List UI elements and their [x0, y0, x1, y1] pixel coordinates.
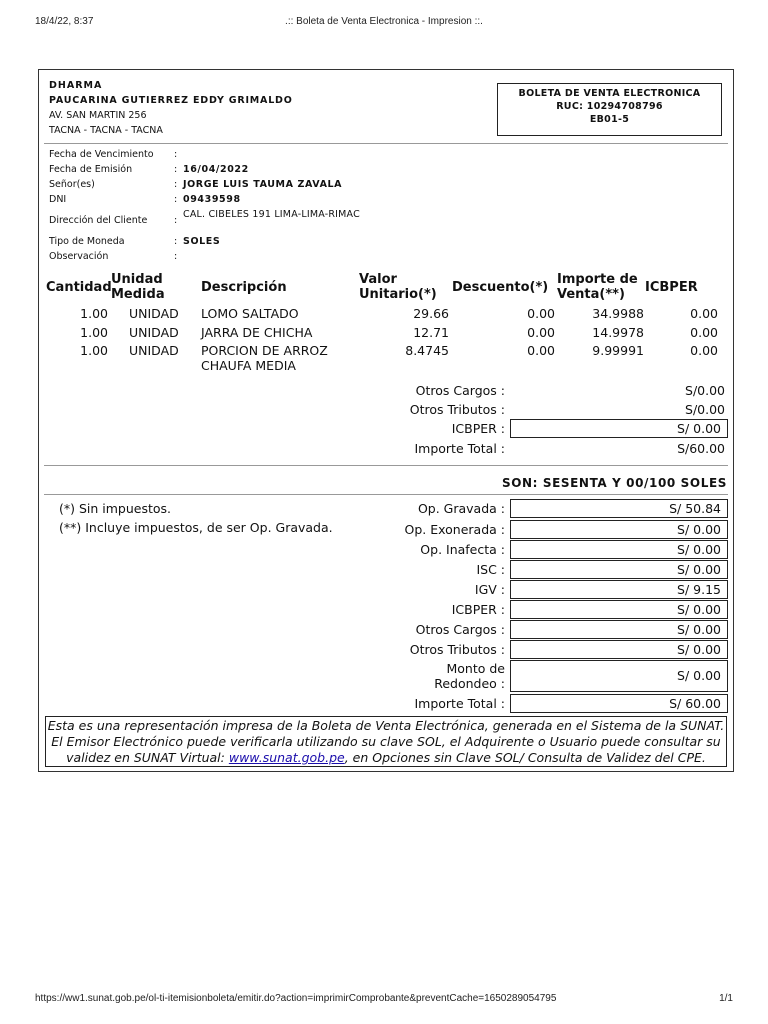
total-amount-value: S/60.00 [677, 441, 725, 456]
cell-description: PORCION DE ARROZ CHAUFA MEDIA [201, 343, 328, 373]
field-label: Tipo de Moneda [49, 236, 125, 247]
document-number: EB01-5 [589, 114, 630, 125]
col-header-discount: Descuento(*) [452, 280, 549, 295]
col-header-description: Descripción [201, 280, 287, 295]
icbper-value: S/ 0.00 [510, 419, 728, 438]
print-page-number: 1/1 [719, 993, 733, 1004]
summary-label: ICBPER : [451, 602, 505, 617]
receipt: DHARMA PAUCARINA GUTIERREZ EDDY GRIMALDO AV. SAN MARTIN 256 TACNA - TACNA - TACNA BOLETA DE VENTA ELECTRONICA RUC: 10294708796 EB01-5 Fecha de Vencimiento : Fecha de Emisión : 16/04/2022 Señor(es) : JORGE LUIS TAUMA ZAVALA DNI : 09439598 Dirección del Cliente : CAL. CIBELES 191 LIMA-LIMA-RIMAC Tipo de Moneda : SOLES Observación : Cantidad Unidad Medida Descripción Valor Unitario(*) Descuento(*) Importe de Venta(**) ICBPER 1.00 UNIDAD LOMO SALTADO 29.66 0.00 34.9988 0.00 1.00 UNIDAD JARRA DE CHICHA 12.71 0.00 14.9978 0.00 1.00 UNIDAD PORCION DE ARROZ CHAUFA MEDIA 8.4745 0.00 9.99991 0.00 Otros Cargos : S/0.00 Otros Tributos : S/0.00 ICBPER : S/ 0.00 Importe Total : S/60.00 SON: SESENTA Y 00/100 SOLES (*) Sin impuestos. (**) Incluye impuestos, de ser Op. Gravada. Op. Gravada : S/ 50.84 Op. Exonerada : S/ 0.00 Op. Inafecta : S/ 0.00 ISC : S/ 0.00 IGV : S/ 9.15 ICBPER : S/ 0.00 Otros Cargos : S/ 0.00 Otros Tributos : S/ 0.00 Monto de Redondeo : S/ 0.00 Importe Total : S/ 60.00 Esta es una representación impresa de la Boleta de Venta Electrónica, generada en el Sistema de la SUNAT. El Emisor Electrónico puede verificarla utilizando su clave SOL, el Adquirente o Usuario puede consultar su validez en SUNAT Virtual: www.sunat.gob.pe, en Opciones sin Clave SOL/ Consulta de Validez del CPE. [38, 69, 734, 772]
issuer-owner: PAUCARINA GUTIERREZ EDDY GRIMALDO [49, 95, 293, 106]
igv-value: S/ 9.15 [510, 580, 728, 599]
summary-label: Importe Total : [414, 696, 505, 711]
cell-description: LOMO SALTADO [201, 306, 299, 321]
cell-unit-value: 12.71 [413, 325, 449, 340]
cell-icbper: 0.00 [690, 343, 718, 358]
summary-label: Op. Gravada : [417, 501, 505, 516]
col-header-icbper: ICBPER [645, 280, 698, 295]
issuer-ruc: RUC: 10294708796 [556, 101, 663, 112]
summary-other-taxes-value: S/ 0.00 [510, 640, 728, 659]
issuer-address: AV. SAN MARTIN 256 [49, 110, 147, 121]
divider [44, 465, 728, 466]
currency-value: SOLES [183, 236, 221, 247]
dni-value: 09439598 [183, 194, 241, 205]
cell-description: JARRA DE CHICHA [201, 325, 313, 340]
op-inafecta-value: S/ 0.00 [510, 540, 728, 559]
col-header-sale-amount: Importe de Venta(**) [557, 272, 638, 302]
col-header-unit-value: Valor Unitario(*) [359, 272, 437, 302]
other-taxes-value: S/0.00 [685, 402, 725, 417]
cell-icbper: 0.00 [690, 306, 718, 321]
cell-sale-amount: 34.9988 [592, 306, 644, 321]
field-label: Señor(es) [49, 179, 95, 190]
cell-discount: 0.00 [527, 306, 555, 321]
field-label: DNI [49, 194, 67, 205]
field-label: Dirección del Cliente [49, 215, 148, 226]
cell-icbper: 0.00 [690, 325, 718, 340]
summary-label: ISC : [476, 562, 505, 577]
isc-value: S/ 0.00 [510, 560, 728, 579]
amount-in-words: SON: SESENTA Y 00/100 SOLES [501, 476, 727, 490]
cell-sale-amount: 9.99991 [592, 343, 644, 358]
cell-unit: UNIDAD [129, 325, 179, 340]
cell-unit-value: 29.66 [413, 306, 449, 321]
subtotal-label: Otros Tributos : [409, 402, 505, 417]
subtotal-label: Otros Cargos : [415, 383, 505, 398]
rounding-value: S/ 0.00 [510, 660, 728, 692]
legal-notice [45, 716, 727, 767]
document-type: BOLETA DE VENTA ELECTRONICA [518, 88, 701, 99]
issue-date-value: 16/04/2022 [183, 164, 249, 175]
summary-label: IGV : [474, 582, 505, 597]
summary-icbper-value: S/ 0.00 [510, 600, 728, 619]
cell-quantity: 1.00 [80, 306, 108, 321]
cell-sale-amount: 14.9978 [592, 325, 644, 340]
customer-name-value: JORGE LUIS TAUMA ZAVALA [183, 179, 343, 190]
op-exonerada-value: S/ 0.00 [510, 520, 728, 539]
subtotal-label: ICBPER : [451, 421, 505, 436]
note-no-taxes: (*) Sin impuestos. [59, 501, 172, 516]
other-charges-value: S/0.00 [685, 383, 725, 398]
print-url: https://ww1.sunat.gob.pe/ol-ti-itemisionboleta/emitir.do?action=imprimirComprobante&preventCache=1650289054795 [35, 993, 557, 1004]
op-gravada-value: S/ 50.84 [510, 499, 728, 518]
cell-quantity: 1.00 [80, 343, 108, 358]
col-header-quantity: Cantidad [46, 280, 112, 295]
legal-text-after: , en Opciones sin Clave SOL/ Consulta de Validez del CPE. [344, 750, 706, 765]
note-includes-taxes: (**) Incluye impuestos, de ser Op. Gravada. [59, 520, 333, 535]
summary-label: Op. Exonerada : [404, 522, 505, 537]
print-datetime: 18/4/22, 8:37 [35, 16, 94, 27]
field-label: Observación [49, 251, 109, 262]
summary-total-value: S/ 60.00 [510, 694, 728, 713]
summary-label: Op. Inafecta : [420, 542, 505, 557]
field-label: Fecha de Vencimiento [49, 149, 154, 160]
cell-unit-value: 8.4745 [405, 343, 449, 358]
cell-discount: 0.00 [527, 325, 555, 340]
document-id-box [497, 83, 722, 136]
cell-unit: UNIDAD [129, 306, 179, 321]
divider [44, 494, 728, 495]
print-page-title: .:: Boleta de Venta Electronica - Impresion ::. [285, 16, 483, 27]
cell-quantity: 1.00 [80, 325, 108, 340]
issuer-name: DHARMA [49, 80, 103, 91]
col-header-unit: Unidad Medida [111, 272, 165, 302]
summary-other-charges-value: S/ 0.00 [510, 620, 728, 639]
customer-address-value: CAL. CIBELES 191 LIMA-LIMA-RIMAC [183, 209, 360, 220]
cell-discount: 0.00 [527, 343, 555, 358]
subtotal-label: Importe Total : [414, 441, 505, 456]
divider [44, 143, 728, 144]
issuer-city: TACNA - TACNA - TACNA [49, 125, 163, 136]
sunat-link[interactable]: www.sunat.gob.pe [228, 750, 345, 765]
field-label: Fecha de Emisión [49, 164, 133, 175]
summary-label: Otros Tributos : [409, 642, 505, 657]
cell-unit: UNIDAD [129, 343, 179, 358]
summary-label: Otros Cargos : [415, 622, 505, 637]
summary-label: Monto de Redondeo : [434, 661, 505, 691]
legal-text-before: Esta es una representación impresa de la Boleta de Venta Electrónica, generada en el Sistema de la SUNAT. El Emisor Electrónico puede verificarla utilizando su clave SOL, el Adquirente o Usuario puede consultar su validez en SUNAT Virtual: [47, 718, 725, 765]
